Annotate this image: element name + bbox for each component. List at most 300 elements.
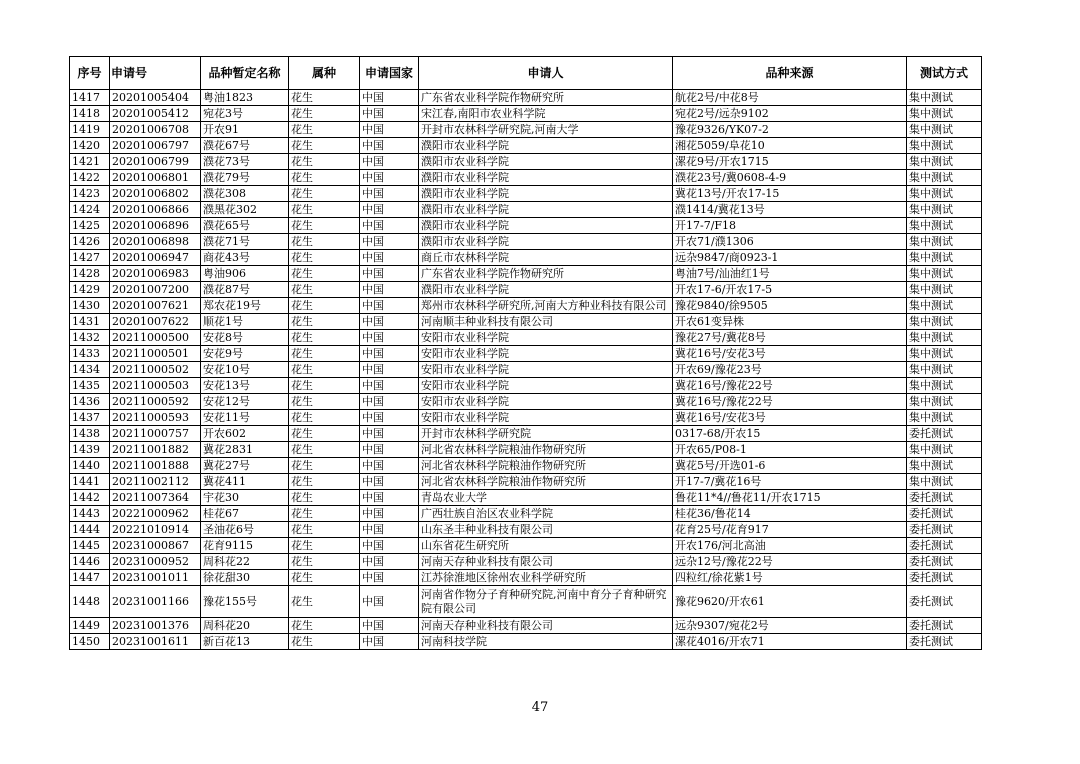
table-cell: 商丘市农林科学院 [419, 250, 673, 266]
table-cell: 1427 [70, 250, 110, 266]
table-cell: 冀花411 [201, 474, 289, 490]
table-cell: 1422 [70, 170, 110, 186]
table-cell: 委托测试 [907, 570, 982, 586]
table-cell: 冀花16号/豫花22号 [673, 378, 907, 394]
table-cell: 花生 [289, 634, 360, 650]
table-cell: 周科花20 [201, 618, 289, 634]
table-cell: 粤油906 [201, 266, 289, 282]
table-cell: 集中测试 [907, 410, 982, 426]
table-cell: 桂花36/鲁花14 [673, 506, 907, 522]
table-cell: 20211000501 [110, 346, 201, 362]
table-row [70, 218, 982, 234]
table-row [70, 426, 982, 442]
table-cell: 徐花甜30 [201, 570, 289, 586]
table-cell: 1439 [70, 442, 110, 458]
table-cell: 花生 [289, 234, 360, 250]
table-cell: 中国 [360, 554, 419, 570]
table-cell: 20211001882 [110, 442, 201, 458]
table-cell: 花生 [289, 314, 360, 330]
table-cell: 花育25号/花育917 [673, 522, 907, 538]
table-row [70, 474, 982, 490]
table-cell: 20221010914 [110, 522, 201, 538]
table-row [70, 186, 982, 202]
table-cell: 1449 [70, 618, 110, 634]
table-cell: 1450 [70, 634, 110, 650]
table-row [70, 154, 982, 170]
table-cell: 广东省农业科学院作物研究所 [419, 90, 673, 106]
table-cell: 20211000500 [110, 330, 201, 346]
table-cell: 冀花27号 [201, 458, 289, 474]
table-cell: 中国 [360, 426, 419, 442]
table-cell: 安阳市农业科学院 [419, 346, 673, 362]
table-cell: 鲁花11*4//鲁花11/开农1715 [673, 490, 907, 506]
table-cell: 20201007200 [110, 282, 201, 298]
table-cell: 郑农花19号 [201, 298, 289, 314]
table-cell: 濮阳市农业科学院 [419, 138, 673, 154]
table-cell: 濮花65号 [201, 218, 289, 234]
table-cell: 20231000952 [110, 554, 201, 570]
table-cell: 河南科技学院 [419, 634, 673, 650]
table-cell: 花生 [289, 490, 360, 506]
table-cell: 20221000962 [110, 506, 201, 522]
table-cell: 中国 [360, 458, 419, 474]
table-cell: 桂花67 [201, 506, 289, 522]
table-cell: 中国 [360, 218, 419, 234]
table-cell: 1423 [70, 186, 110, 202]
table-cell: 花生 [289, 170, 360, 186]
table-cell: 花生 [289, 586, 360, 618]
table-cell: 1431 [70, 314, 110, 330]
table-cell: 新百花13 [201, 634, 289, 650]
table-cell: 委托测试 [907, 554, 982, 570]
table-cell: 濮阳市农业科学院 [419, 202, 673, 218]
table-cell: 四粒红/徐花紫1号 [673, 570, 907, 586]
table-cell: 周科花22 [201, 554, 289, 570]
table-cell: 集中测试 [907, 266, 982, 282]
table-cell: 濮花71号 [201, 234, 289, 250]
table-cell: 集中测试 [907, 330, 982, 346]
table-cell: 集中测试 [907, 362, 982, 378]
table-cell: 顺花1号 [201, 314, 289, 330]
table-cell: 中国 [360, 410, 419, 426]
table-cell: 安阳市农业科学院 [419, 410, 673, 426]
table-cell: 委托测试 [907, 618, 982, 634]
table-row [70, 202, 982, 218]
table-cell: 花生 [289, 138, 360, 154]
table-cell: 20201006866 [110, 202, 201, 218]
table-cell: 豫花27号/冀花8号 [673, 330, 907, 346]
table-cell: 冀花2831 [201, 442, 289, 458]
table-cell: 豫花9840/徐9505 [673, 298, 907, 314]
table-cell: 集中测试 [907, 202, 982, 218]
table-cell: 0317-68/开农15 [673, 426, 907, 442]
header-cell: 申请号 [110, 57, 201, 90]
table-cell: 集中测试 [907, 138, 982, 154]
table-cell: 1434 [70, 362, 110, 378]
table-cell: 20211007364 [110, 490, 201, 506]
table-cell: 安花12号 [201, 394, 289, 410]
header-cell: 属种 [289, 57, 360, 90]
table-cell: 中国 [360, 586, 419, 618]
table-cell: 20211000592 [110, 394, 201, 410]
table-cell: 1444 [70, 522, 110, 538]
table-cell: 1445 [70, 538, 110, 554]
table-cell: 1433 [70, 346, 110, 362]
table-cell: 河北省农林科学院粮油作物研究所 [419, 474, 673, 490]
table-cell: 中国 [360, 154, 419, 170]
table-cell: 委托测试 [907, 506, 982, 522]
table-cell: 中国 [360, 122, 419, 138]
table-cell: 委托测试 [907, 586, 982, 618]
table-cell: 花生 [289, 154, 360, 170]
table-cell: 开农602 [201, 426, 289, 442]
table-row [70, 410, 982, 426]
table-cell: 安花13号 [201, 378, 289, 394]
table-row [70, 554, 982, 570]
table-header-row [70, 57, 982, 90]
table-cell: 花生 [289, 90, 360, 106]
table-cell: 集中测试 [907, 378, 982, 394]
table-cell: 20201007622 [110, 314, 201, 330]
table-cell: 豫花9326/YK07-2 [673, 122, 907, 138]
table-cell: 花生 [289, 346, 360, 362]
table-cell: 花生 [289, 378, 360, 394]
table-body [70, 90, 982, 650]
table-cell: 集中测试 [907, 346, 982, 362]
table-cell: 广东省农业科学院作物研究所 [419, 266, 673, 282]
table-cell: 20231001166 [110, 586, 201, 618]
table-cell: 20201006801 [110, 170, 201, 186]
table-cell: 20201006898 [110, 234, 201, 250]
table-cell: 花生 [289, 330, 360, 346]
table-cell: 20201005404 [110, 90, 201, 106]
table-cell: 花生 [289, 122, 360, 138]
table-cell: 20231001011 [110, 570, 201, 586]
table-cell: 濮阳市农业科学院 [419, 154, 673, 170]
table-row [70, 282, 982, 298]
table-row [70, 394, 982, 410]
table-cell: 集中测试 [907, 170, 982, 186]
table-cell: 20211001888 [110, 458, 201, 474]
table-cell: 委托测试 [907, 634, 982, 650]
table-cell: 开农65/P08-1 [673, 442, 907, 458]
table-cell: 安阳市农业科学院 [419, 362, 673, 378]
table-cell: 濮花87号 [201, 282, 289, 298]
table-cell: 远杂9307/宛花2号 [673, 618, 907, 634]
table-cell: 豫花155号 [201, 586, 289, 618]
table-cell: 中国 [360, 138, 419, 154]
table-cell: 中国 [360, 202, 419, 218]
table-cell: 花生 [289, 202, 360, 218]
table-cell: 远杂12号/豫花22号 [673, 554, 907, 570]
table-cell: 中国 [360, 170, 419, 186]
table-cell: 1418 [70, 106, 110, 122]
table-cell: 花生 [289, 458, 360, 474]
table-cell: 集中测试 [907, 106, 982, 122]
table-cell: 委托测试 [907, 538, 982, 554]
table-cell: 集中测试 [907, 250, 982, 266]
table-cell: 安花8号 [201, 330, 289, 346]
table-cell: 集中测试 [907, 218, 982, 234]
header-cell: 申请人 [419, 57, 673, 90]
table-cell: 委托测试 [907, 490, 982, 506]
table-cell: 1428 [70, 266, 110, 282]
table-cell: 花生 [289, 474, 360, 490]
table-cell: 集中测试 [907, 442, 982, 458]
table-cell: 中国 [360, 314, 419, 330]
table-cell: 冀花16号/安花3号 [673, 410, 907, 426]
table-cell: 青岛农业大学 [419, 490, 673, 506]
table-cell: 1419 [70, 122, 110, 138]
table-cell: 花生 [289, 218, 360, 234]
table-cell: 集中测试 [907, 458, 982, 474]
table-cell: 集中测试 [907, 394, 982, 410]
table-cell: 河南顺丰种业科技有限公司 [419, 314, 673, 330]
table-cell: 中国 [360, 362, 419, 378]
table-cell: 20231001376 [110, 618, 201, 634]
table-cell: 开农71/濮1306 [673, 234, 907, 250]
table-cell: 航花2号/中花8号 [673, 90, 907, 106]
table-cell: 开17-7/冀花16号 [673, 474, 907, 490]
header-cell: 申请国家 [360, 57, 419, 90]
table-cell: 花生 [289, 570, 360, 586]
table-cell: 商花43号 [201, 250, 289, 266]
table-row [70, 266, 982, 282]
table-cell: 开农69/豫花23号 [673, 362, 907, 378]
table-cell: 20201006983 [110, 266, 201, 282]
table-cell: 花生 [289, 282, 360, 298]
table-cell: 1443 [70, 506, 110, 522]
table-cell: 20211000502 [110, 362, 201, 378]
table-row [70, 234, 982, 250]
table-cell: 20211000593 [110, 410, 201, 426]
table-cell: 中国 [360, 346, 419, 362]
table-row [70, 330, 982, 346]
table-cell: 开农91 [201, 122, 289, 138]
table-row [70, 522, 982, 538]
table-cell: 冀花5号/开选01-6 [673, 458, 907, 474]
table-cell: 花育9115 [201, 538, 289, 554]
table-cell: 中国 [360, 522, 419, 538]
table-row [70, 122, 982, 138]
table-cell: 1441 [70, 474, 110, 490]
table-cell: 中国 [360, 474, 419, 490]
table-cell: 豫花9620/开农61 [673, 586, 907, 618]
table-cell: 开封市农林科学研究院,河南大学 [419, 122, 673, 138]
table-cell: 花生 [289, 394, 360, 410]
table-cell: 中国 [360, 298, 419, 314]
table-cell: 广西壮族自治区农业科学院 [419, 506, 673, 522]
table-cell: 中国 [360, 618, 419, 634]
table-cell: 中国 [360, 266, 419, 282]
table-cell: 河南天存种业科技有限公司 [419, 554, 673, 570]
table-row [70, 506, 982, 522]
table-cell: 花生 [289, 106, 360, 122]
table-cell: 委托测试 [907, 426, 982, 442]
table-cell: 1440 [70, 458, 110, 474]
table-cell: 20201006799 [110, 154, 201, 170]
table-cell: 20201007621 [110, 298, 201, 314]
table-row [70, 106, 982, 122]
table-cell: 濮花67号 [201, 138, 289, 154]
table-cell: 濮阳市农业科学院 [419, 234, 673, 250]
table-cell: 郑州市农林科学研究所,河南大方种业科技有限公司 [419, 298, 673, 314]
header-cell: 序号 [70, 57, 110, 90]
table-cell: 花生 [289, 522, 360, 538]
table-cell: 山东省花生研究所 [419, 538, 673, 554]
table-cell: 濮黑花302 [201, 202, 289, 218]
table-cell: 濮花79号 [201, 170, 289, 186]
table-cell: 冀花16号/安花3号 [673, 346, 907, 362]
table-row [70, 314, 982, 330]
header-cell: 品种暂定名称 [201, 57, 289, 90]
table-cell: 1426 [70, 234, 110, 250]
header-cell: 品种来源 [673, 57, 907, 90]
header-cell: 测试方式 [907, 57, 982, 90]
table-cell: 濮花23号/冀0608-4-9 [673, 170, 907, 186]
table-cell: 1447 [70, 570, 110, 586]
table-cell: 中国 [360, 506, 419, 522]
table-cell: 濮阳市农业科学院 [419, 282, 673, 298]
table-cell: 20201005412 [110, 106, 201, 122]
table-cell: 山东圣丰种业科技有限公司 [419, 522, 673, 538]
table-row [70, 298, 982, 314]
table-cell: 宛花2号/远杂9102 [673, 106, 907, 122]
table-cell: 花生 [289, 442, 360, 458]
table-cell: 中国 [360, 378, 419, 394]
table-cell: 集中测试 [907, 186, 982, 202]
table-row [70, 538, 982, 554]
table-cell: 中国 [360, 90, 419, 106]
table-cell: 花生 [289, 554, 360, 570]
table-cell: 集中测试 [907, 154, 982, 170]
table-cell: 安阳市农业科学院 [419, 378, 673, 394]
table-cell: 1438 [70, 426, 110, 442]
table-cell: 集中测试 [907, 298, 982, 314]
table-cell: 安花10号 [201, 362, 289, 378]
table-cell: 漯花4016/开农71 [673, 634, 907, 650]
table-row [70, 170, 982, 186]
table-cell: 1424 [70, 202, 110, 218]
table-cell: 花生 [289, 538, 360, 554]
table-cell: 1435 [70, 378, 110, 394]
table-cell: 中国 [360, 570, 419, 586]
table-cell: 花生 [289, 298, 360, 314]
table-cell: 开农61变异株 [673, 314, 907, 330]
table-row [70, 490, 982, 506]
table-cell: 20201006947 [110, 250, 201, 266]
table-cell: 濮阳市农业科学院 [419, 218, 673, 234]
table-cell: 集中测试 [907, 282, 982, 298]
table-cell: 20201006708 [110, 122, 201, 138]
table-cell: 集中测试 [907, 234, 982, 250]
table-cell: 圣油花6号 [201, 522, 289, 538]
table-cell: 河南省作物分子育种研究院,河南中育分子育种研究院有限公司 [419, 586, 673, 618]
table-row [70, 346, 982, 362]
table-cell: 20211002112 [110, 474, 201, 490]
table-cell: 中国 [360, 442, 419, 458]
table-cell: 集中测试 [907, 314, 982, 330]
table-cell: 冀花16号/豫花22号 [673, 394, 907, 410]
table-cell: 20231000867 [110, 538, 201, 554]
table-row [70, 90, 982, 106]
table-cell: 集中测试 [907, 474, 982, 490]
table-cell: 中国 [360, 490, 419, 506]
table-cell: 濮阳市农业科学院 [419, 170, 673, 186]
table-cell: 开农176/河北高油 [673, 538, 907, 554]
table-cell: 20201006797 [110, 138, 201, 154]
table-row [70, 634, 982, 650]
table-cell: 20201006896 [110, 218, 201, 234]
table-row [70, 458, 982, 474]
table-cell: 开17-7/F18 [673, 218, 907, 234]
table-cell: 中国 [360, 186, 419, 202]
table-row [70, 570, 982, 586]
table-cell: 湘花5059/阜花10 [673, 138, 907, 154]
table-cell: 花生 [289, 186, 360, 202]
table-row [70, 250, 982, 266]
table-cell: 粤油7号/汕油红1号 [673, 266, 907, 282]
table-cell: 1442 [70, 490, 110, 506]
table-cell: 开农17-6/开农17-5 [673, 282, 907, 298]
table-cell: 濮1414/冀花13号 [673, 202, 907, 218]
table-row [70, 442, 982, 458]
table-cell: 中国 [360, 538, 419, 554]
table-cell: 河南天存种业科技有限公司 [419, 618, 673, 634]
table-cell: 中国 [360, 250, 419, 266]
table-cell: 1421 [70, 154, 110, 170]
table-cell: 河北省农林科学院粮油作物研究所 [419, 442, 673, 458]
table-cell: 1417 [70, 90, 110, 106]
table-cell: 宛花3号 [201, 106, 289, 122]
table-row [70, 362, 982, 378]
table-cell: 濮花308 [201, 186, 289, 202]
table-cell: 中国 [360, 282, 419, 298]
table-cell: 花生 [289, 506, 360, 522]
table-cell: 20211000503 [110, 378, 201, 394]
table-cell: 安阳市农业科学院 [419, 330, 673, 346]
table-cell: 1436 [70, 394, 110, 410]
table-cell: 花生 [289, 410, 360, 426]
table-cell: 1432 [70, 330, 110, 346]
table-row [70, 378, 982, 394]
table-cell: 集中测试 [907, 90, 982, 106]
variety-table [69, 56, 982, 650]
table-cell: 远杂9847/商0923-1 [673, 250, 907, 266]
page-number: 47 [531, 700, 549, 715]
table-cell: 1420 [70, 138, 110, 154]
table-cell: 花生 [289, 250, 360, 266]
table-cell: 花生 [289, 362, 360, 378]
table-cell: 1446 [70, 554, 110, 570]
table-cell: 中国 [360, 634, 419, 650]
table-cell: 河北省农林科学院粮油作物研究所 [419, 458, 673, 474]
table-cell: 1430 [70, 298, 110, 314]
table-cell: 中国 [360, 394, 419, 410]
table-cell: 粤油1823 [201, 90, 289, 106]
table-cell: 1429 [70, 282, 110, 298]
table-cell: 20231001611 [110, 634, 201, 650]
table-cell: 花生 [289, 426, 360, 442]
table-cell: 冀花13号/开农17-15 [673, 186, 907, 202]
table-cell: 安花11号 [201, 410, 289, 426]
table-row [70, 618, 982, 634]
table-cell: 中国 [360, 234, 419, 250]
table-row [70, 586, 982, 618]
table-cell: 委托测试 [907, 522, 982, 538]
table-cell: 1437 [70, 410, 110, 426]
table-row [70, 138, 982, 154]
